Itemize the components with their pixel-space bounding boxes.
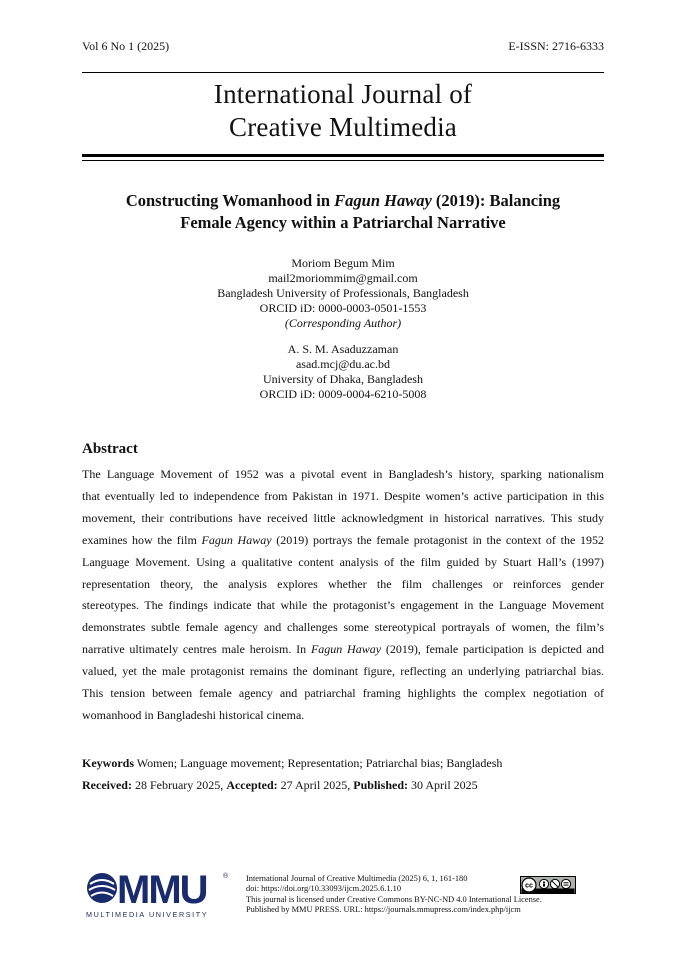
author-affiliation: University of Dhaka, Bangladesh: [263, 372, 423, 386]
abstract-line: representation theory, the analysis explores whether the film challenges or reinforces gender: [82, 576, 604, 591]
author-block-1: [82, 256, 604, 331]
citation: International Journal of Creative Multimedia (2025) 6, 1, 161-180: [246, 874, 468, 883]
abstract-line: that eventually led to independence from Pakistan in 1971. Despite women’s active participation in this: [82, 488, 604, 503]
cc-license-icon[interactable]: [520, 876, 576, 894]
article-title-line2: Female Agency within a Patriarchal Narrative: [180, 213, 506, 232]
abstract-text: narrative ultimately centres male heroism. In: [82, 642, 311, 657]
abstract-line: valued, yet the male protagonist remains the dominant figure, reflecting an underlying patriarchal bias.: [82, 664, 604, 679]
abstract-line: demonstrates subtle female agency and challenges some stereotypical portrayals of women, the film’s: [82, 620, 604, 635]
title-rule-thick: [82, 154, 604, 157]
logo-registered: ®: [223, 873, 229, 880]
license-text: This journal is licensed under Creative Commons BY-NC-ND 4.0 International License.: [246, 894, 542, 904]
author-block-2: [82, 342, 604, 402]
film-title: Fagun Haway: [201, 532, 272, 547]
abstract-line: [82, 639, 604, 661]
article-title-line1: [82, 190, 604, 212]
abstract-line: movement, their contributions have received little acknowledgment in historical narratives. This study: [82, 510, 604, 525]
author-affiliation: Bangladesh University of Professionals, Bangladesh: [217, 286, 469, 300]
abstract-line: womanhood in Bangladeshi historical cinema.: [82, 707, 305, 722]
abstract-heading: Abstract: [82, 441, 138, 457]
keywords-label: Keywords: [82, 756, 134, 770]
abstract-line: The Language Movement of 1952 was a pivotal event in Bangladesh’s history, sparking nationalism: [82, 467, 604, 481]
corresponding-author-note: (Corresponding Author): [284, 316, 402, 330]
journal-title-line2: Creative Multimedia: [229, 112, 457, 142]
accepted-date: 27 April 2025,: [277, 778, 354, 792]
author-email[interactable]: mail2moriommim@gmail.com: [268, 271, 418, 285]
received-date: 28 February 2025,: [131, 778, 227, 792]
article-dates: [82, 778, 478, 793]
doi-link[interactable]: doi: https://doi.org/10.33093/ijcm.2025.6.1.10: [246, 884, 402, 894]
article-title-film: Fagun Haway: [334, 191, 432, 210]
abstract-line: This tension between female agency and patriarchal framing highlights the complex negotiation of: [82, 686, 604, 701]
abstract-text: examines how the film: [82, 532, 202, 547]
nd-icon: [561, 879, 570, 888]
abstract-line: [82, 530, 604, 552]
article-title-prefix: Constructing Womanhood in: [125, 191, 335, 210]
article-title: [82, 190, 604, 234]
footer-citation-block: [246, 874, 542, 916]
abstract-text: (2019) portrays the female protagonist in the context of the 1952: [271, 532, 604, 547]
author-orcid: ORCID iD: 0000-0003-0501-1553: [259, 301, 427, 315]
abstract-line: Language Movement. Using a qualitative content analysis of the film guided by Stuart Hall’s (1997): [82, 554, 604, 569]
article-title-suffix: (2019): Balancing: [431, 191, 561, 210]
film-title: Fagun Haway: [310, 642, 382, 657]
author-name: A. S. M. Asaduzzaman: [287, 342, 399, 356]
published-label: Published:: [353, 778, 408, 792]
logo-text: MMU: [117, 868, 207, 910]
author-email[interactable]: asad.mcj@du.ac.bd: [295, 357, 391, 371]
keywords-text: Women; Language movement; Representation; Patriarchal bias; Bangladesh: [134, 756, 503, 770]
cc-text: cc: [525, 882, 533, 890]
abstract-line: stereotypes. The findings indicate that while the protagonist’s engagement in the Language Movement: [82, 598, 604, 613]
accepted-label: Accepted:: [226, 778, 278, 792]
page-footer: [82, 868, 604, 920]
abstract-text: (2019), female participation is depicted and: [381, 642, 604, 657]
received-label: Received:: [82, 778, 132, 792]
mmu-logo-icon: [82, 868, 234, 910]
publisher-text: Published by MMU PRESS. URL: https://journals.mmupress.com/index.php/ijcm: [246, 905, 521, 915]
author-name: Moriom Begum Mim: [291, 256, 395, 270]
volume-info: Vol 6 No 1 (2025): [82, 39, 170, 53]
logo-subtitle: MULTIMEDIA UNIVERSITY: [86, 910, 209, 919]
title-rule-thin: [82, 160, 604, 161]
journal-title-line1: International Journal of: [213, 79, 473, 109]
keywords: [82, 756, 502, 771]
header-rule: [82, 72, 604, 73]
issn-info: E-ISSN: 2716-6333: [508, 39, 604, 53]
author-orcid: ORCID iD: 0009-0004-6210-5008: [259, 387, 427, 401]
mmu-logo: [82, 868, 234, 920]
abstract-body: [82, 464, 604, 727]
journal-title: [82, 78, 604, 144]
published-date: 30 April 2025: [407, 778, 478, 792]
